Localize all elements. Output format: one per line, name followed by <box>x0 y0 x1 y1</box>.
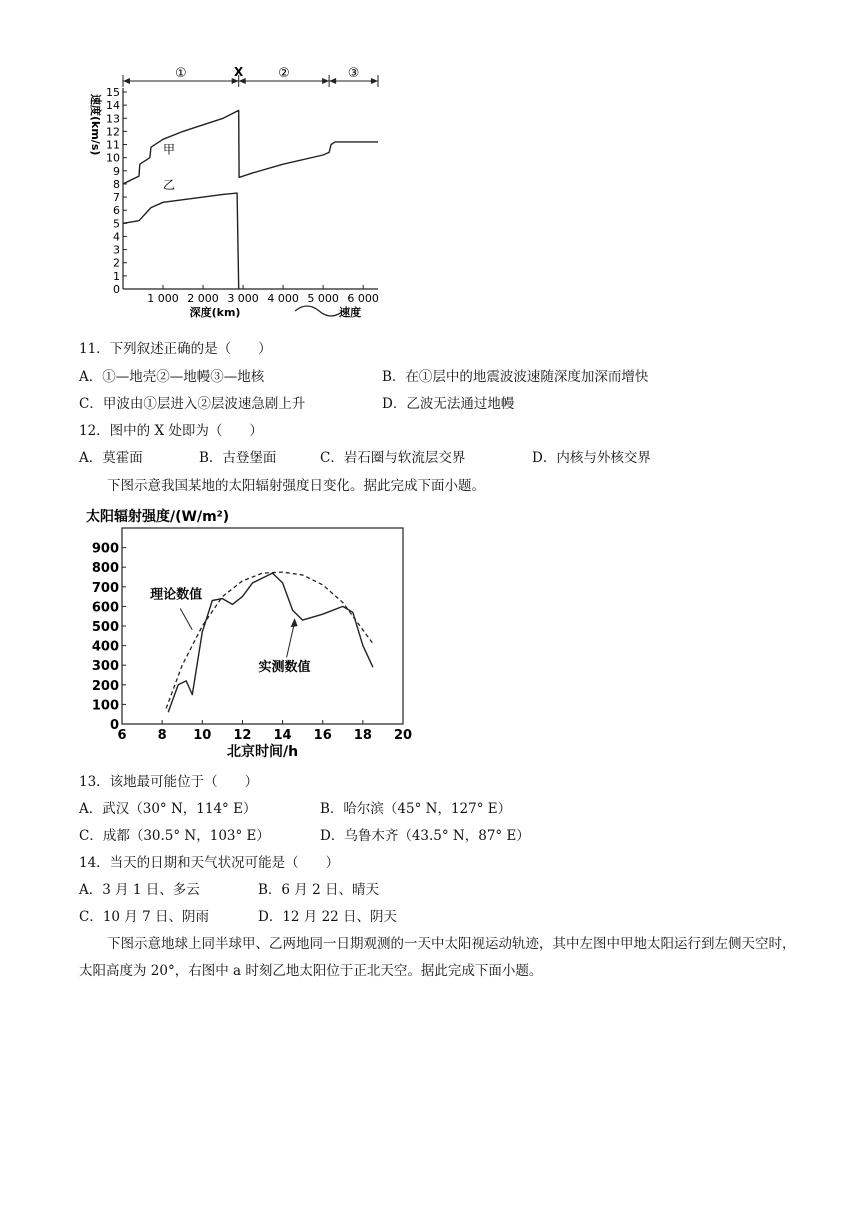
layer-arrow <box>371 78 378 84</box>
y-tick-label: 1 <box>113 269 120 283</box>
x-tick-label: 2 000 <box>187 292 219 305</box>
intro-sun-path <box>79 931 799 985</box>
y-tick-label: 0 <box>113 283 120 296</box>
x-tick-label: 6 000 <box>347 292 379 305</box>
x-axis-label: 北京时间/h <box>226 744 299 760</box>
annotation-theoretical: 理论数值 <box>150 587 203 603</box>
series-line-1 <box>123 193 239 289</box>
x-tick-label: 20 <box>393 728 413 743</box>
layer-arrow <box>322 78 329 84</box>
annotation-pointer <box>287 622 295 657</box>
q11-option-d: D．乙波无法通过地幔 <box>382 396 515 412</box>
legend-label: 速度 <box>339 306 362 319</box>
q11-option-a: A．①—地壳②—地幔③—地核 <box>79 369 265 385</box>
y-tick-label: 10 <box>106 151 120 165</box>
chart-frame <box>122 528 403 724</box>
y-tick-label: 200 <box>91 678 119 694</box>
q12-option-a: A．莫霍面 <box>79 450 143 466</box>
x-tick-label: 10 <box>193 728 212 743</box>
x-axis-label: 深度(km) <box>189 306 241 319</box>
x-tick-label: 1 000 <box>147 292 179 305</box>
y-tick-label: 13 <box>106 112 120 126</box>
chart-series <box>123 110 378 289</box>
x-tick-label: 14 <box>273 728 292 743</box>
y-tick-label: 7 <box>113 191 120 205</box>
y-tick-label: 6 <box>113 204 120 218</box>
x-tick-label: 12 <box>233 728 252 743</box>
annotation-pointer <box>180 608 192 630</box>
q13-option-a: A．武汉（30° N，114° E） <box>79 801 257 817</box>
q13-option-c: C．成都（30.5° N，103° E） <box>79 828 270 844</box>
y-tick-label: 14 <box>106 99 120 113</box>
q14-stem: 14．当天的日期和天气状况可能是（ ） <box>79 855 340 871</box>
chart-labels <box>89 65 361 319</box>
q12-option-d: D．内核与外核交界 <box>532 450 651 466</box>
y-tick-label: 100 <box>91 698 119 714</box>
x-tick-label: 6 <box>117 728 127 743</box>
intro-sun-path-text: 下图示意地球上同半球甲、乙两地同一日期观测的一天中太阳视运动轨迹，其中左图中甲地太阳运行到左侧天空时，太阳高度为 20°，右图中 a 时刻乙地太阳位于正北天空。据此完成下面小题。 <box>79 936 796 979</box>
layer-label-1: ① <box>175 66 187 81</box>
y-tick-label: 700 <box>91 580 119 596</box>
q12-option-b: B．古登堡面 <box>199 450 277 466</box>
y-tick-label: 12 <box>106 125 120 139</box>
chart-frame <box>123 75 378 289</box>
q14-option-a: A．3 月 1 日、多云 <box>79 882 200 898</box>
layer-label-2: ② <box>278 66 290 81</box>
q11-option-b: B．在①层中的地震波波速随深度加深而增快 <box>382 369 649 385</box>
x-tick-label: 18 <box>353 728 372 743</box>
x-tick-label: 8 <box>157 728 167 743</box>
chart-labels <box>86 508 311 760</box>
x-tick-label: 4 000 <box>267 292 299 305</box>
series-label-jia: 甲 <box>163 142 176 157</box>
y-tick-label: 15 <box>106 86 120 99</box>
y-tick-label: 500 <box>91 620 119 635</box>
x-tick-label: 3 000 <box>227 292 259 305</box>
y-tick-label: 5 <box>113 217 120 231</box>
chart-axes <box>106 86 379 305</box>
legend-line <box>295 306 343 316</box>
layer-arrow <box>123 78 130 84</box>
series-line-0 <box>123 110 378 183</box>
q13-option-d: D．乌鲁木齐（43.5° N，87° E） <box>320 828 530 844</box>
y-tick-label: 300 <box>91 659 119 675</box>
y-axis-label: 太阳辐射强度/(W/m²) <box>86 509 230 525</box>
annotation-arrowhead <box>291 618 298 627</box>
y-tick-label: 4 <box>113 230 120 244</box>
q14-option-c: C．10 月 7 日、阴雨 <box>79 909 209 925</box>
q11-stem: 11．下列叙述正确的是（ ） <box>79 341 272 357</box>
q14-option-b: B．6 月 2 日、晴天 <box>258 882 379 898</box>
layer-arrow <box>329 78 336 84</box>
layer-label-x: X <box>234 65 244 79</box>
intro-solar-radiation: 下图示意我国某地的太阳辐射强度日变化。据此完成下面小题。 <box>107 478 485 494</box>
plot-frame <box>122 528 403 724</box>
y-tick-label: 600 <box>91 600 119 616</box>
y-tick-label: 400 <box>91 639 119 655</box>
y-tick-label: 11 <box>106 138 120 152</box>
layer-label-3: ③ <box>347 66 360 81</box>
y-tick-label: 2 <box>113 256 120 270</box>
q12-option-c: C．岩石圈与软流层交界 <box>320 450 466 466</box>
q13-stem: 13．该地最可能位于（ ） <box>79 774 259 790</box>
y-tick-label: 800 <box>91 561 119 577</box>
q14-option-d: D．12 月 22 日、阴天 <box>258 909 398 925</box>
y-tick-label: 3 <box>113 243 120 257</box>
y-tick-label: 900 <box>91 541 119 557</box>
q13-option-b: B．哈尔滨（45° N，127° E） <box>320 801 512 817</box>
annotation-measured: 实测数值 <box>258 660 311 676</box>
x-tick-label: 5 000 <box>307 292 339 305</box>
q11-option-c: C．甲波由①层进入②层波速急剧上升 <box>79 396 306 412</box>
y-tick-label: 9 <box>113 164 120 178</box>
x-tick-label: 16 <box>313 728 332 743</box>
y-tick-label: 8 <box>113 177 120 191</box>
y-axis-label: 速度(km/s) <box>89 94 102 156</box>
y-tick-label: 0 <box>109 718 119 733</box>
series-label-yi: 乙 <box>163 178 176 193</box>
solar-radiation-chart <box>86 506 416 764</box>
q12-stem: 12．图中的 X 处即为（ ） <box>79 423 263 439</box>
seismic-wave-chart <box>80 62 400 324</box>
chart-axes <box>92 542 412 743</box>
